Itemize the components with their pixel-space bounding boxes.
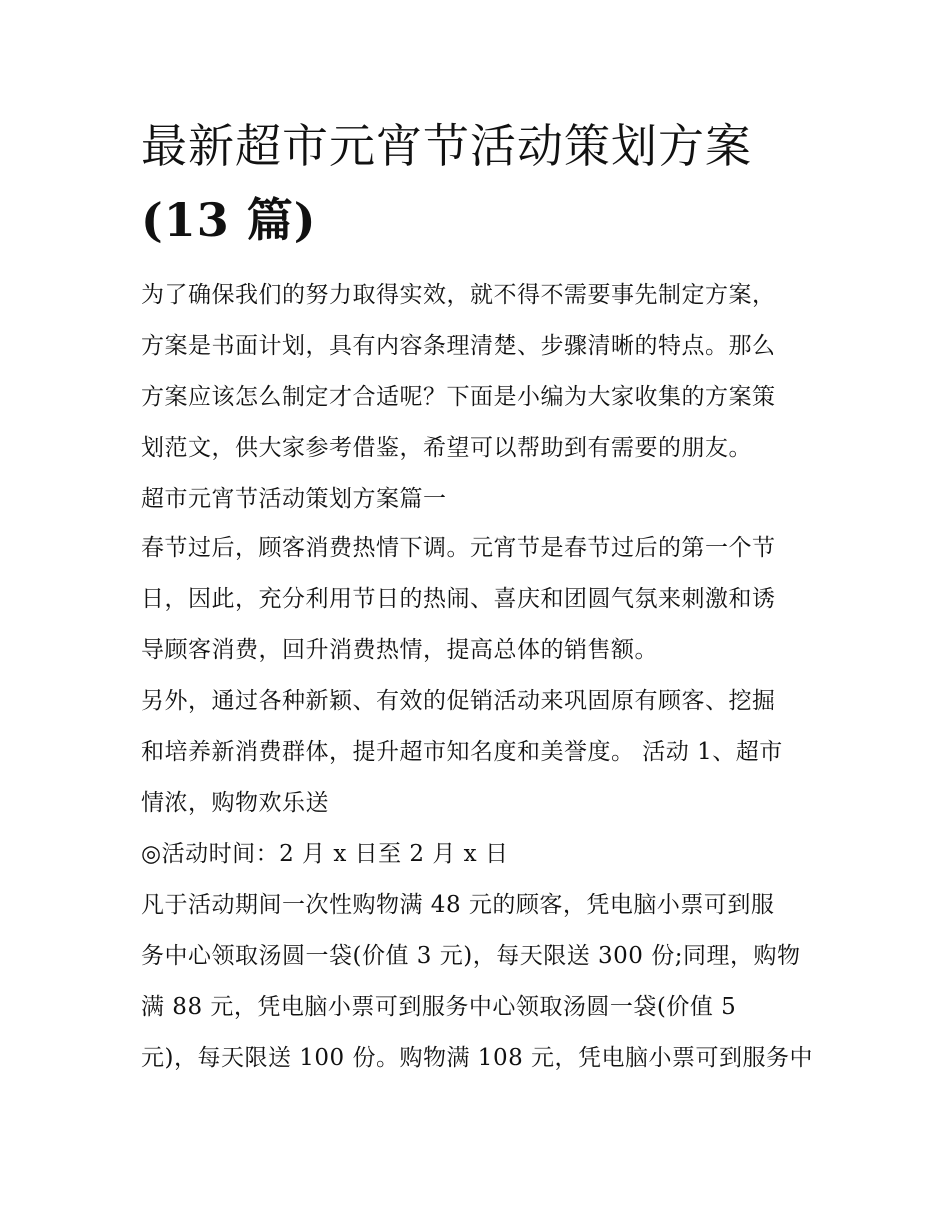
title-line-1: 最新超市元宵节活动策划方案 xyxy=(141,119,752,173)
paragraph-line: 元)，每天限送 100 份。购物满 108 元，凭电脑小票可到服务中 xyxy=(141,1045,814,1071)
paragraph-line: 日，因此，充分利用节日的热闹、喜庆和团圆气氛来刺激和诱 xyxy=(141,586,776,612)
paragraph-2 xyxy=(141,676,813,829)
title-line-2: (13 篇) xyxy=(141,193,317,247)
document-title xyxy=(141,118,813,248)
paragraph-line: 导顾客消费，回升消费热情，提高总体的销售额。 xyxy=(141,637,658,663)
intro-paragraph xyxy=(141,270,813,474)
paragraph-line: 务中心领取汤圆一袋(价值 3 元)，每天限送 300 份;同理，购物 xyxy=(141,943,801,969)
paragraph-line: 凡于活动期间一次性购物满 48 元的顾客，凭电脑小票可到服 xyxy=(141,892,775,918)
paragraph-1 xyxy=(141,523,813,676)
intro-line: 方案应该怎么制定才合适呢？下面是小编为大家收集的方案策 xyxy=(141,384,776,410)
paragraph-3 xyxy=(141,880,813,1084)
intro-line: 为了确保我们的努力取得实效，就不得不需要事先制定方案， xyxy=(141,282,776,308)
activity-time: ◎活动时间：2 月 x 日至 2 月 x 日 xyxy=(141,841,509,867)
paragraph-line: 情浓，购物欢乐送 xyxy=(141,790,329,816)
section-heading: 超市元宵节活动策划方案篇一 xyxy=(141,486,447,512)
intro-line: 划范文，供大家参考借鉴，希望可以帮助到有需要的朋友。 xyxy=(141,435,752,461)
paragraph-line: 满 88 元，凭电脑小票可到服务中心领取汤圆一袋(价值 5 xyxy=(141,994,737,1020)
document-body xyxy=(141,270,813,1084)
document-page xyxy=(141,118,813,1084)
paragraph-line: 另外，通过各种新颖、有效的促销活动来巩固原有顾客、挖掘 xyxy=(141,688,776,714)
intro-line: 方案是书面计划，具有内容条理清楚、步骤清晰的特点。那么 xyxy=(141,333,776,359)
paragraph-line: 和培养新消费群体，提升超市知名度和美誉度。 活动 1、超市 xyxy=(141,739,783,765)
paragraph-line: 春节过后，顾客消费热情下调。元宵节是春节过后的第一个节 xyxy=(141,535,776,561)
